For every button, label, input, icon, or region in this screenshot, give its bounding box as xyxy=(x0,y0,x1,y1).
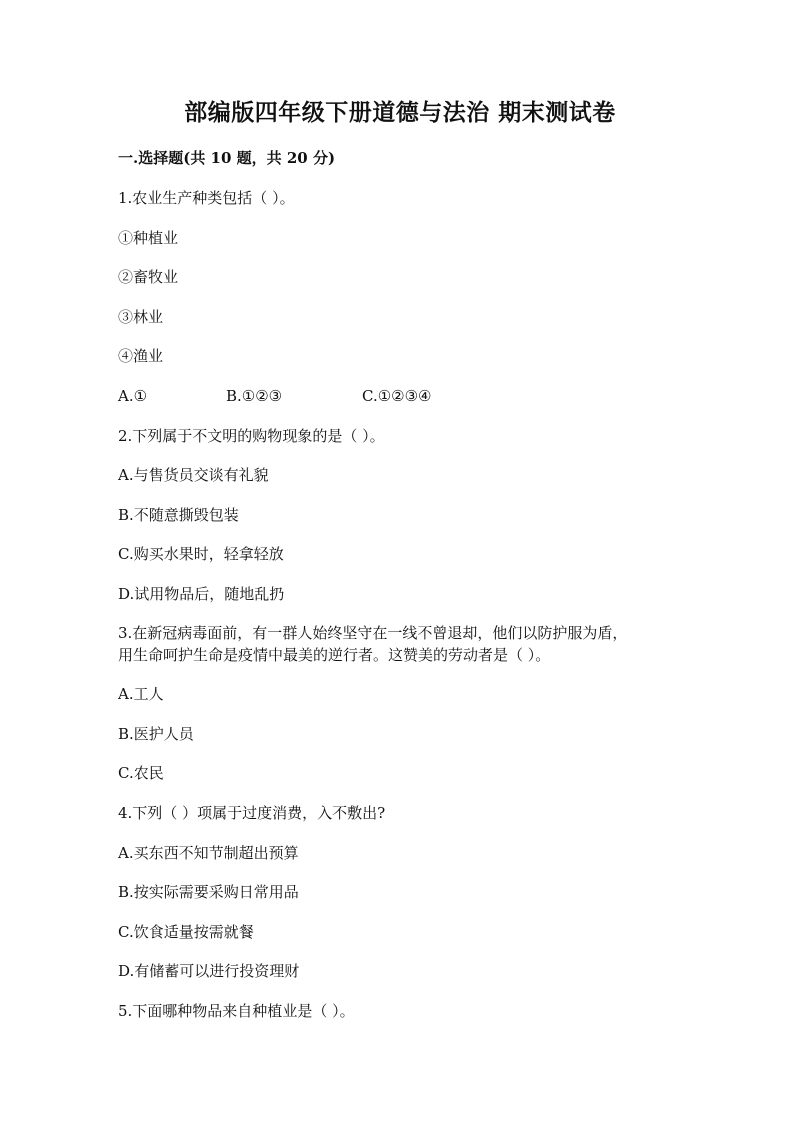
question-4-option-c: C.饮食适量按需就餐 xyxy=(118,923,254,941)
question-2-option-c: C.购买水果时，轻拿轻放 xyxy=(118,545,284,563)
question-1-item: ①种植业 xyxy=(118,229,179,247)
question-1-stem: 1.农业生产种类包括（ ）。 xyxy=(118,189,295,207)
section-heading: 一.选择题(共 10 题，共 20 分) xyxy=(118,149,336,167)
page-title: 部编版四年级下册道德与法治 期末测试卷 xyxy=(184,99,616,126)
question-4-stem: 4.下列（ ）项属于过度消费，入不敷出? xyxy=(118,804,386,822)
question-2-option-b: B.不随意撕毁包装 xyxy=(118,506,239,524)
question-5-stem: 5.下面哪种物品来自种植业是（ ）。 xyxy=(118,1002,355,1020)
question-2-option-a: A.与售货员交谈有礼貌 xyxy=(118,466,269,484)
question-3-option-b: B.医护人员 xyxy=(118,725,194,743)
question-3-stem-line: 3.在新冠病毒面前，有一群人始终坚守在一线不曾退却，他们以防护服为盾， xyxy=(118,624,628,642)
question-4-option-d: D.有储蓄可以进行投资理财 xyxy=(118,962,300,980)
question-1-item: ③林业 xyxy=(118,308,164,326)
question-2-stem: 2.下列属于不文明的购物现象的是（ ）。 xyxy=(118,427,385,445)
question-2-option-d: D.试用物品后，随地乱扔 xyxy=(118,585,285,603)
question-4-option-a: A.买东西不知节制超出预算 xyxy=(118,844,299,862)
question-3-stem-line: 用生命呵护生命是疫情中最美的逆行者。这赞美的劳动者是（ ）。 xyxy=(118,646,551,664)
question-1-item: ④渔业 xyxy=(118,347,164,365)
question-3-option-a: A.工人 xyxy=(118,685,164,703)
question-4-option-b: B.按实际需要采购日常用品 xyxy=(118,883,299,901)
question-1-option-b: B.①②③ xyxy=(226,387,283,405)
question-3-option-c: C.农民 xyxy=(118,764,164,782)
question-1-item: ②畜牧业 xyxy=(118,268,179,286)
question-1-option-a: A.① xyxy=(118,387,148,405)
question-1-option-c: C.①②③④ xyxy=(362,387,432,405)
question-3-stem xyxy=(118,622,688,666)
